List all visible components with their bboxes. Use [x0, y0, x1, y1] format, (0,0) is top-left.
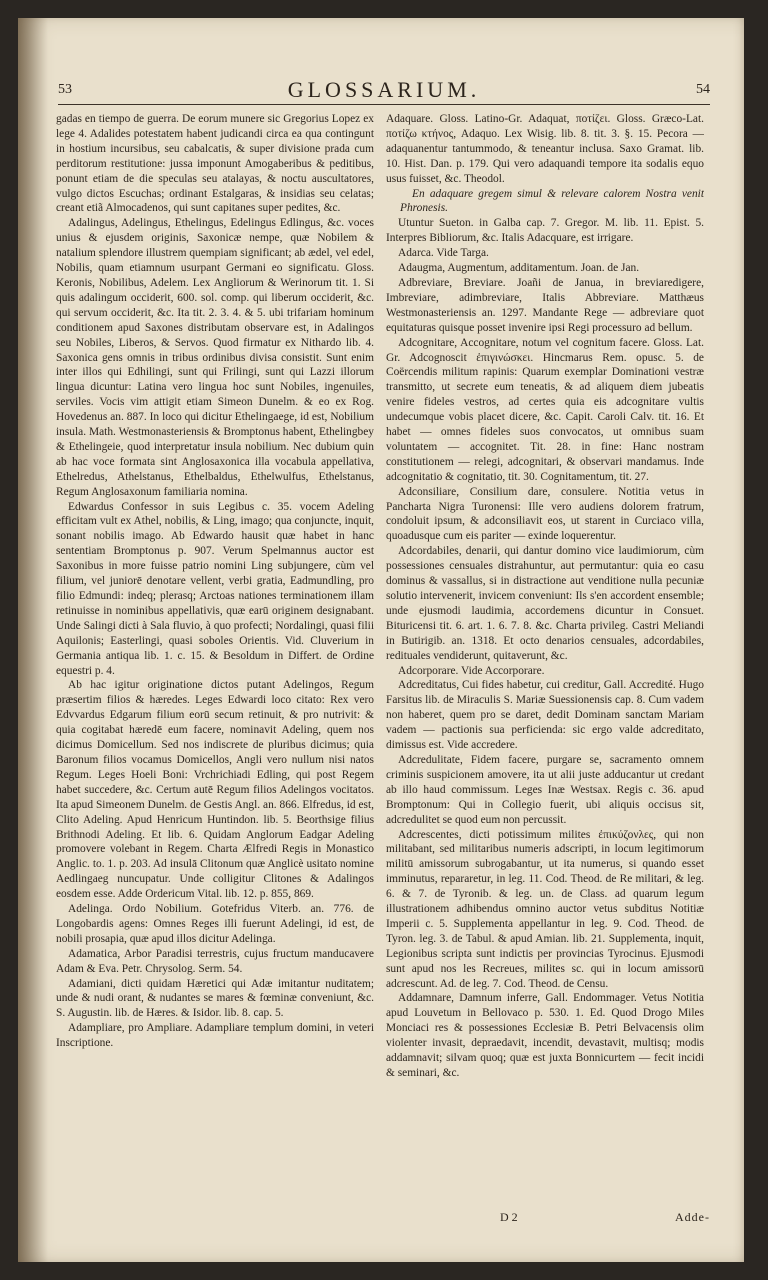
entry-paragraph: Adaugma, Augmentum, additamentum. Joan. de Jan.	[398, 262, 640, 275]
entry-paragraph: gadas en tiempo de guerra. De eorum munere sic Gregorius Lopez ex lege 4. Adalides potestatem habent judicandi circa ea qua contingunt in hostium incursibus, seu cabalcatis, & super divisione prada cum perditorum restitutione: jussa imponunt Amogaberibus & peditibus, ponunt etiam de die speculas seu atalayas, & noctu auscultatores, vulgo dictos Escuchas; ordinant Estalgaras, & insidias seu celatas; creant etiã Almocadenos, qui sunt capitanes super pedites, &c.	[56, 113, 374, 215]
book-page	[18, 18, 744, 1262]
signature-mark: D 2	[500, 1210, 518, 1224]
entry-paragraph: Adampliare, pro Ampliare. Adampliare templum domini, in veteri Inscriptione.	[56, 1022, 374, 1050]
catchword: Adde-	[675, 1210, 710, 1224]
running-title: GLOSSARIUM.	[287, 77, 481, 102]
entry-paragraph: Adamiani, dicti quidam Hæretici qui Adæ imitantur nuditatem; unde & nudi orant, & nudantes se mares & fœminæ conveniunt, &c. S. Augustin. lib. de Hæres. & Isidor. lib. 8. cap. 5.	[56, 977, 374, 1020]
entry-paragraph: Adcreditatus, Cui fides habetur, cui creditur, Gall. Accredité. Hugo Farsitus lib. de Miraculis S. Mariæ Suessionensis cap. 8. Cum vadem non haberet, quem pro se daret, dedit Dominam sanctam Mariam vadem — pactionis sua perficienda: sic ergo valde adcreditato, dimissus est. Vide accredere.	[386, 679, 704, 752]
page-footer	[370, 1210, 710, 1228]
right-column	[386, 112, 704, 1202]
entry-paragraph: Adcrescentes, dicti potissimum milites ἐπικύζονλες, qui non militabant, sed militaribus numeris adscripti, in locum legitimorum militū amissorum subrogabantur, ut ita numerus, si quando esset imminutus, repararetur, in leg. 11. Cod. Theod. de Re militari, & leg. 6. & 7. de Tyronib. & leg. un. de Class. ad quarum legum illustrationem adhibendus omnino auctor vetus subditus Notitiæ Imperii c. 5. Supplementa appellantur in leg. 9. Cod. Theod. de Tyron. leg. 3. de Tabul. & apud Amian. lib. 21. Supplementa, inquit, Legionibus scripta sunt indictis per provincias Tyrocinus. Ejusmodi sunt apud nos les Recreues, milites sc. qui in locum amissorū adcrescunt. Ad. de leg. 7. Cod. Theod. de Censu.	[386, 828, 704, 990]
entry-paragraph: Adcognitare, Accognitare, notum vel cognitum facere. Gloss. Lat. Gr. Adcognoscit ἐπιγινώσκει. Hincmarus Rem. opusc. 5. de Coërcendis militum rapinis: Quarum exemplar Dominationi vestræ transmitto, ut secrete eum teneatis, & ad aliquem diem jubeatis venire fideles vestros, ad certes quia eis adcognitare vultis undecumque vobis placet dicere, &c. Capit. Caroli Calv. tit. 16. Et habet — omnes fideles suos convocatos, ut omnibus suam voluntatem — accognitet. Tit. 28. in fine: Hanc nostram constitutionem — relegi, adcognitari, & observari mandamus. Inde adcognitatio & cognitatio, tit. 30. Cognitamentum, tit. 27.	[386, 336, 704, 483]
page-gutter-shadow	[18, 18, 48, 1262]
entry-paragraph: Adarca. Vide Targa.	[398, 247, 489, 260]
entry-paragraph: Adelinga. Ordo Nobilium. Gotefridus Viterb. an. 776. de Longobardis agens: Omnes Reges illi fuerunt Adelingi, id est, de nobili prosapia, quæ apud illos dicitur Adelinga.	[56, 903, 374, 945]
entry-paragraph: Adconsiliare, Consilium dare, consulere. Notitia vetus in Pancharta Nigra Turonensi: Ille vero audiens dolorem fratrum, condoluit ipsum, & adconsiliavit eos, ut starent in Curciaco villa, quoadusque cum eis pariter — exinde loquerentur.	[386, 485, 704, 543]
entry-paragraph: Edwardus Confessor in suis Legibus c. 35. vocem Adeling efficitam vult ex Athel, nobilis, & Ling, imago; qua conjuncte, inquit, sonant nobilis imago. Ab Edwardo hausit quæ habet in hanc sententiam Bromptonus p. 907. Verum Spelmannus auctor est Saxonibus in more fuisse patrio nomini Ling subjungere, cùm vel filium, vel juniorē denotare vellent, verbi gratia, Eadmundling, pro filio Edmundi: indeq; plerasq; Arctoas nationes terminationem illam retinuisse in nominibus appellativis, quæ earū originem designabant. Unde Salingi dicti à Sala fluvio, à quo profecti; Nordalingi, quasi filii Aquilonis; Easterlingi, quasi soboles Orientis. Vid. Cluverium in Germania antiqua lib. 1. c. 15. & Besoldum in Differt. de Ordine equestri p. 4.	[56, 500, 374, 677]
entry-paragraph: Adbreviare, Breviare. Joañi de Janua, in breviaredigere, Imbreviare, adimbreviare, Italis Abbreviare. Matthæus Westmonasteriensis an. 1297. Mandante Rege — adbreviare quot equitaturas quisque posset invenire ipsi Regi processuro ad bellum.	[386, 276, 704, 334]
running-header	[58, 74, 710, 105]
verse-quote: En adaquare gregem simul & relevare calorem Nostra venit Phronesis.	[400, 187, 704, 215]
entry-paragraph: Adaquare. Gloss. Latino-Gr. Adaquat, ποτίζει. Gloss. Græco-Lat. ποτίζω κτήνος, Adaquo. Lex Wisig. lib. 8. tit. 3. §. 15. Pecora — adaquanentur tantummodo, & teneantur inclusa. Saxo Gramat. lib. 10. Hist. Dan. p. 179. Qui vero adaquandi tempore ita sodalis equo usus fuisset, &c. Theodol.	[386, 113, 704, 185]
entry-paragraph: Ab hac igitur originatione dictos putant Adelingos, Regum præsertim filios & hæredes. Leges Edwardi loco citato: Rex vero Edvvardus Edgarum filium eorū secum retinuit, & pro nutrivit: & quia cogitabat hæredē eum facere, nominavit Adeling, quem nos dicimus Domicellum. Sed nos indiscrete de pluribus dicimus; quia Baronum filios vocamus Domicellos, Angli vero nullum nisi natos Regum. Leges Hoeli Boni: Vrchrichiadi Edling, qui post Regem habet succedere, &c. Certum autē Regum filios Adelingos vocitatos. Ita apud Simeonem Dunelm. de Gestis Angl. an. 866. Elfredus, id est, Clito Adeling. Apud Henricum Huntindon. lib. 5. Beorthsige filius Brithnodi Adeling. Et lib. 6. Quidam Anglorum Eadgar Adeling promovere volebant in Regem. Charta Ælfredi Regis in Monastico Anglic. to. 1. p. 203. Ad insulā Clitonum quæ Anglicè usitato nomine Aedlingaeg nuncupatur. Unde colligitur Clitones & Adalingos eosdem esse. Adde Ordericum Vital. lib. 12. p. 855, 869.	[56, 679, 374, 901]
left-column	[56, 112, 374, 1202]
page-number-right: 54	[696, 82, 710, 97]
entry-paragraph: Addamnare, Damnum inferre, Gall. Endommager. Vetus Notitia apud Louvetum in Bellovaco p. 530. 1. Ed. Quod Drogo Miles Monciaci res & possessiones Ecclesiæ B. Petri Belvacensis olim violenter invasit, depraedavit, incendit, devastavit, multisq; modis addamnavit; silvam quoq; quæ est juxta Bonnicurtem — fecit incidi & seminari, &c.	[386, 992, 704, 1079]
entry-paragraph: Adalingus, Adelingus, Ethelingus, Edelingus Edlingus, &c. voces unius & ejusdem originis, Saxonicæ nempe, quæ Nobilem & natalium splendore illustrem quempiam significant; ab ædel, vel edel, Nobilis, quam etiamnum usurpant Germani eo significatu. Gloss. Keronis, Nobilibus, Adelem. Lex Angliorum & Werinorum tit. 1. Si quis adalingum occiderit, 600. sol. comp. qui liberum occiderit, &c. qui servum occiderit, &c. Ita tit. 2. 3. 4. & 5. ubi trifariam hominum conditionem apud Saxones distributam observare est, in Adalingos seu Nobiles, Liberos, & Servos. Quod firmatur ex Nithardo lib. 4. Saxonica gens omnis in tribus ordinibus divisa consistit. Sunt enim inter illos qui Edhilingi, sunt qui Frilingi, sunt qui Lazzi illorum lingua dicuntur: Latina vero lingua hoc sunt Nobiles, ingenuiles, serviles. Vocis vim attigit etiam Simeon Dunelm. & eo ex Rog. Hovedenus an. 887. In loco qui dicitur Ethelingaege, id est, Nobilium insula. Math. Westmonasteriensis & Bromptonus habent, Ethelingbey & Ethelingeie, quod interpretatur insula nobilium. Nec dubium quin ab hac voce formata sint Anglosaxonica illa vocabula appellativa, Ethelredus, Athelstanus, Ethelbaldus, Ethelwulfus, Ethelstanus, Regum Anglosaxonum familiaria nomina.	[56, 217, 374, 498]
entry-paragraph: Adamatica, Arbor Paradisi terrestris, cujus fructum manducavere Adam & Eva. Petr. Chrysolog. Serm. 54.	[56, 947, 374, 975]
entry-paragraph: Utuntur Sueton. in Galba cap. 7. Gregor. M. lib. 11. Epist. 5. Interpres Bibliorum, &c. Italis Adacquare, est irrigare.	[386, 217, 704, 245]
entry-paragraph: Adcredulitate, Fidem facere, purgare se, sacramento omnem criminis suspicionem amovere, ita ut alii juste adducantur ut credant ab illo haud commissum. Leges Inæ Westsax. Regis c. 36. apud Bromptonum: Qui in Collegio fuerit, ubi aliquis occisus sit, adcredulitet se quod eum non percussit.	[386, 753, 704, 826]
page-number-left: 53	[58, 82, 72, 97]
entry-paragraph: Adcorporare. Vide Accorporare.	[398, 664, 545, 677]
entry-paragraph: Adcordabiles, denarii, qui dantur domino vice laudimiorum, cùm possessiones censuales distrahuntur, aut permutantur: quia eo casu dominus & vassallus, si in distractione aut venditione nulla pecuniæ solutio intervenerit, invicem conveniunt: Ils s'en accordent ensemble; unde ejusmodi laudimia, accordemens dicuntur in Consuet. Bituricensi tit. 6. art. 1. 6. 7. 8. &c. Charta privileg. Castri Meliandi in Butirigib. an. 1318. Et octo denarios censuales, adcordabiles, redituales vendiderunt, quitaverunt, &c.	[386, 545, 704, 662]
